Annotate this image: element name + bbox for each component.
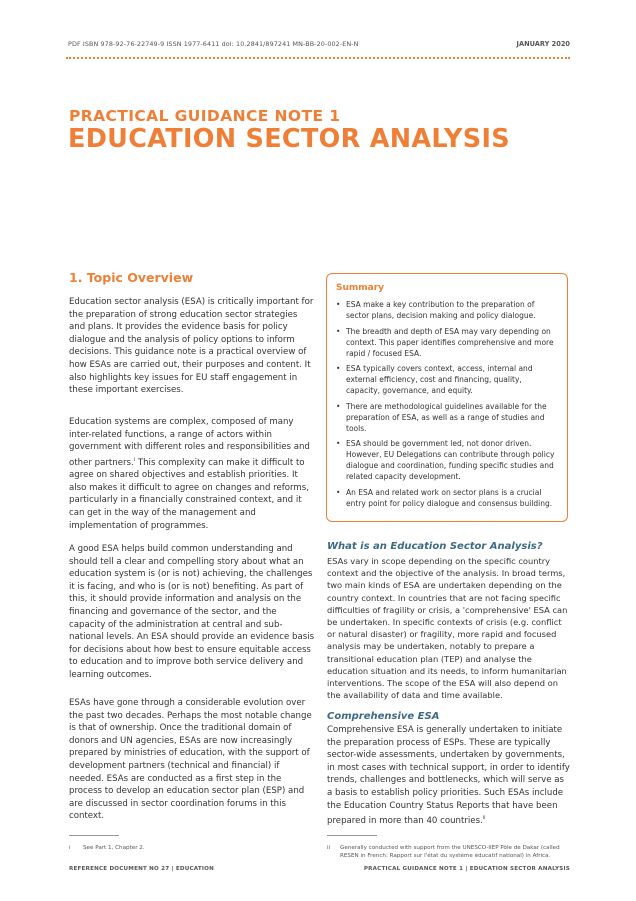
summary-item-text: ESA typically covers context, access, internal and external efficiency, cost and financing, quality, capacity, governance, and equity.	[346, 364, 533, 396]
summary-item-text: The breadth and depth of ESA may vary depending on context. This paper identifies comprehensive and more rapid / focused ESA.	[346, 326, 554, 358]
header-date: JANUARY 2020	[516, 40, 570, 48]
summary-item-text: ESA should be government led, not donor driven. However, EU Delegations can contribute through policy dialogue and coordination, funding specific studies and related capacity development.	[346, 439, 555, 482]
paragraph-3	[69, 543, 315, 682]
footnote-left-mark: i	[69, 845, 71, 851]
paragraph-1	[69, 296, 315, 397]
heading-comprehensive-esa: Comprehensive ESA	[327, 711, 440, 722]
summary-item	[336, 401, 558, 434]
footnote-right: Generally conducted with support from the UNESCO-IIEP Pôle de Dakar (called RESEN in French: Rapport sur l'état du système éducatif national) in Africa.	[340, 845, 560, 859]
summary-item	[336, 299, 558, 321]
footnote-rule-right	[327, 835, 377, 836]
paragraph-1-text: Education sector analysis (ESA) is critically important for the preparation of strong education sector strategies and plans. It provides the evidence basis for policy dialogue and the analysis of policy options to inform decisions. This guidance note is a practical overview of how ESAs are carried out, their purposes and content. It also highlights key issues for EU staff engagement in these important exercises.	[69, 297, 314, 396]
paragraph-4	[69, 697, 315, 823]
footnote-left: See Part 1, Chapter 2.	[83, 845, 145, 851]
footer-left: REFERENCE DOCUMENT NO 27 | EDUCATION	[69, 866, 214, 872]
bullet-icon: •	[336, 487, 341, 497]
bullet-icon: •	[336, 439, 341, 449]
summary-item-text: An ESA and related work on sector plans is a crucial entry point for policy dialogue and consensus building.	[346, 487, 553, 508]
summary-item-text: There are methodological guidelines available for the preparation of ESA, as well as a range of studies and tools.	[346, 401, 547, 433]
bullet-icon: •	[336, 326, 341, 336]
guidance-note-kicker: PRACTICAL GUIDANCE NOTE 1	[69, 107, 341, 125]
footnote-right-mark: ii	[327, 845, 331, 851]
footnote-ref-i[interactable]: i	[133, 456, 136, 463]
paragraph-3-text: A good ESA helps build common understanding and should tell a clear and compelling story about what an education system is (or is not) achieving, the challenges it is facing, and who is (or is not) benefiting. As part of this, it should provide information and analysis on the financing and governance of the sector, and the capacity of the administration at central and sub-national levels. An ESA should provide an evidence basis for decisions about how best to ensure equitable access to education and to improve both service delivery and learning outcomes.	[69, 544, 315, 680]
comprehensive-esa-paragraph	[327, 724, 571, 828]
summary-title: Summary	[336, 283, 385, 293]
summary-item	[336, 363, 558, 396]
paragraph-2-part-a: Education systems are complex, composed of many inter-related functions, a range of actors within government with different roles and responsibilities and other partners.	[69, 417, 310, 468]
summary-item-text: ESA make a key contribution to the preparation of sector plans, decision making and policy dialogue.	[346, 300, 536, 320]
footnote-rule-left	[69, 835, 119, 836]
what-is-esa-text: ESAs vary in scope depending on the specific country context and the objective of the analysis. In broad terms, two main kinds of ESA are undertaken depending on the country context. In countries that are not facing specific difficulties of fragility or crisis, a 'comprehensive' ESA can be undertaken. In specific contexts of crisis (e.g. conflict or natural disaster) or fragility, more rapid and focused analysis may be undertaken, notably to prepare a transitional education plan (TEP) and analyse the education situation and its needs, to inform humanitarian interventions. The scope of the ESA will also depend on the availability of data and time available.	[327, 556, 568, 701]
header-meta: PDF ISBN 978-92-76-22749-9 ISSN 1977-6411 doi: 10.2841/897241 MN-BB-20-002-EN-N	[68, 40, 359, 48]
footnote-ref-ii[interactable]: ii	[482, 815, 486, 822]
heading-what-is-esa: What is an Education Sector Analysis?	[327, 541, 543, 552]
page-title: EDUCATION SECTOR ANALYSIS	[68, 124, 510, 154]
paragraph-2	[69, 416, 315, 532]
bullet-icon: •	[336, 401, 341, 411]
footer-right: PRACTICAL GUIDANCE NOTE 1 | EDUCATION SECTOR ANALYSIS	[363, 866, 570, 872]
paragraph-2-part-b: This complexity can make it difficult to agree on shared objectives and establish priorities. It also makes it difficult to agree on changes and reforms, particularly in a financially constrained context, and it can get in the way of the management and implementation of programmes.	[69, 457, 310, 531]
summary-item	[336, 487, 558, 509]
section-heading-topic-overview: 1. Topic Overview	[69, 270, 194, 285]
bullet-icon: •	[336, 300, 341, 309]
paragraph-4-text: ESAs have gone through a considerable evolution over the past two decades. Perhaps the most notable change is that of ownership. Once the traditional domain of donors and UN agencies, ESAs are now increasingly prepared by ministries of education, with the support of development partners (technical and financial) if needed. ESAs are conducted as a first step in the process to develop an education sector plan (ESP) and are discussed in sector coordination forums in this context.	[69, 698, 312, 822]
summary-item	[336, 438, 558, 482]
summary-list	[336, 299, 558, 509]
header-dotted-rule	[66, 57, 570, 59]
summary-box	[326, 273, 568, 522]
summary-item	[336, 326, 558, 359]
comprehensive-esa-text: Comprehensive ESA is generally undertaken to initiate the preparation process of ESPs. These are typically sector-wide assessments, undertaken by governments, in most cases with technical support, in order to identify trends, challenges and bottlenecks, which will serve as a basis to establish policy priorities. Such ESAs include the Education Country Status Reports that have been prepared in more than 40 countries.	[327, 725, 570, 827]
paragraph-2-text	[69, 416, 315, 532]
bullet-icon: •	[336, 364, 341, 374]
